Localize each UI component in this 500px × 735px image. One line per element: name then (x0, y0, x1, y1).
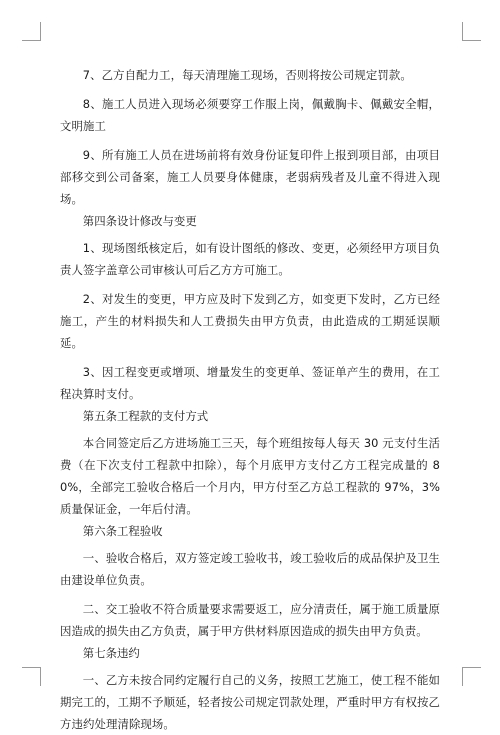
crop-mark-bottom-right (462, 667, 481, 686)
crop-mark-bottom-left (22, 667, 41, 686)
crop-mark-top-right (462, 22, 481, 41)
clause-8: 8、施工人员进入现场必须要穿工作服上岗，佩戴胸卡、佩戴安全帽，文明施工 (60, 97, 440, 133)
crop-mark-top-left (22, 22, 41, 41)
article-6-item-2: 二、交工验收不符合质量要求需要返工，应分清责任，属于施工质量原因造成的损失由乙方负责，属于甲方供材料原因造成的损失由甲方负责。 (60, 602, 440, 638)
article-7-item-1: 一、乙方未按合同约定履行自己的义务，按照工艺施工，使工程不能如期完工的，工期不予顺延，轻者按公司规定罚款处理，严重时甲方有权按乙方违约处理清除现场。 (60, 673, 440, 731)
article-6-item-1: 一、验收合格后，双方签定竣工验收书，竣工验收后的成品保护及卫生由建设单位负责。 (60, 551, 440, 587)
article-4-item-3: 3、因工程变更或增项、增量发生的变更单、签证单产生的费用，在工程决算时支付。 (60, 365, 440, 401)
section-heading-article-6: 第六条工程验收 (82, 524, 163, 538)
section-heading-article-7: 第七条违约 (82, 646, 140, 660)
section-heading-article-5: 第五条工程款的支付方式 (82, 409, 209, 423)
article-5-body: 本合同签定后乙方进场施工三天，每个班组按每人每天 30 元支付生活费（在下次支付工程款中扣除），每个月底甲方支付乙方工程完成量的 80%，全部完工验收合格后一个月内，甲方付至乙方总工程款的 97%，3%质量保证金，一年后付清。 (60, 436, 440, 516)
clause-9: 9、所有施工人员在进场前将有效身份证复印件上报到项目部，由项目部移交到公司备案，施工人员要身体健康，老弱病残者及儿童不得进入现场。 (60, 148, 440, 206)
article-4-item-2: 2、对发生的变更，甲方应及时下发到乙方，如变更下发时，乙方已经施工，产生的材料损失和人工费损失由甲方负责，由此造成的工期延误顺延。 (60, 292, 440, 350)
article-4-item-1: 1、现场图纸核定后，如有设计图纸的修改、变更，必须经甲方项目负责人签字盖章公司审核认可后乙方方可施工。 (60, 241, 440, 277)
section-heading-article-4: 第四条设计修改与变更 (82, 214, 197, 228)
document-body (60, 64, 440, 735)
clause-7: 7、乙方自配力工，每天清理施工现场，否则将按公司规定罚款。 (82, 68, 412, 82)
